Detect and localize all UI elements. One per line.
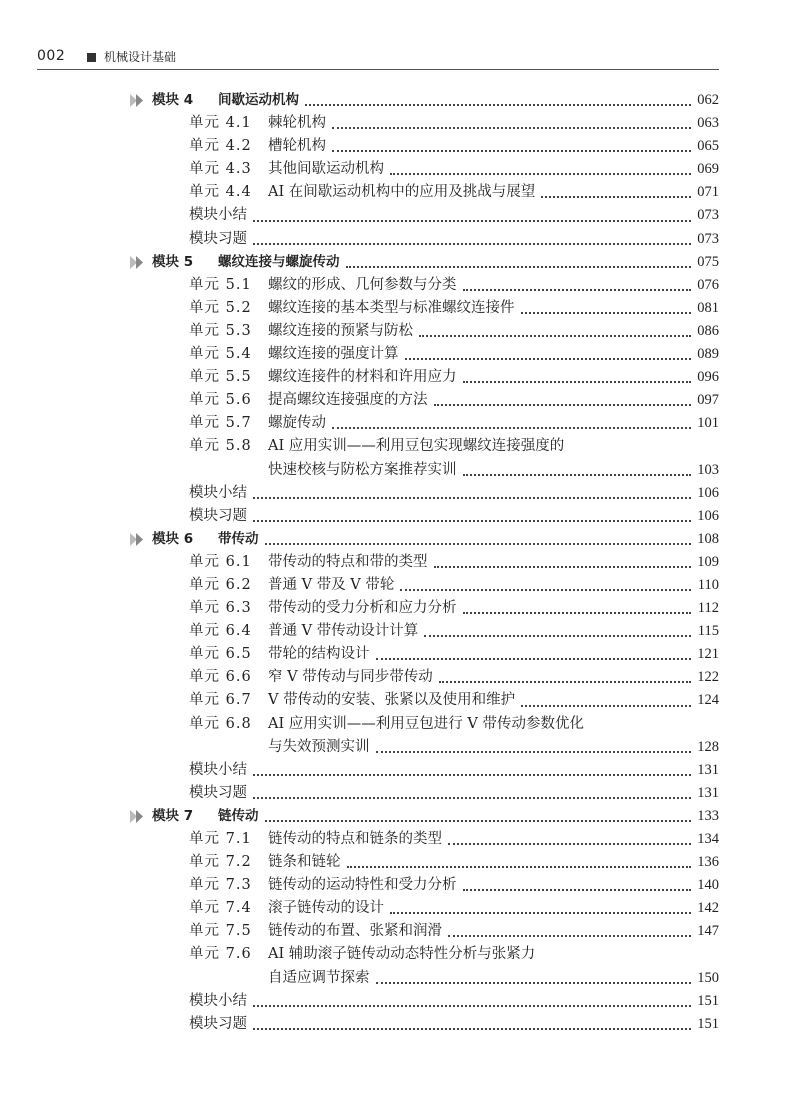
page-number-ref: 151: [697, 992, 719, 1009]
unit-number: 单元 5.2: [189, 299, 252, 316]
page-number-ref: 073: [697, 207, 719, 224]
leader-dots: [463, 473, 691, 476]
leader-dots: [253, 796, 691, 799]
module-number: 模块 7: [152, 807, 194, 824]
unit-number: 单元 5.6: [189, 392, 252, 409]
toc-module-row[interactable]: [0, 89, 790, 112]
toc-unit-row[interactable]: [0, 713, 790, 759]
unit-title: 带传动的受力分析和应力分析: [268, 600, 457, 617]
toc-unit-row[interactable]: [0, 389, 790, 412]
page-number-ref: 062: [697, 92, 719, 108]
unit-number: 单元 7.3: [189, 877, 252, 894]
toc-unit-row[interactable]: [0, 112, 790, 135]
unit-title: 带轮的结构设计: [268, 646, 370, 663]
toc-unit-row[interactable]: [0, 689, 790, 712]
page-number-ref: 076: [697, 276, 719, 293]
toc-summary-row[interactable]: [0, 759, 790, 782]
page-number-ref: 131: [697, 784, 719, 801]
page-number-ref: 097: [697, 392, 719, 409]
page-number-ref: 073: [697, 230, 719, 247]
unit-title-continued: 与失效预测实训: [268, 738, 370, 755]
unit-title: 其他间歇运动机构: [268, 161, 384, 178]
leader-dots: [332, 426, 691, 429]
leader-dots: [376, 981, 691, 984]
leader-dots: [463, 888, 691, 891]
unit-number: 单元 5.7: [189, 415, 252, 432]
leader-dots: [253, 242, 691, 245]
page-number-ref: 101: [697, 415, 719, 432]
page-number-ref: 063: [697, 115, 719, 132]
leader-dots: [346, 265, 691, 268]
page-number-ref: 071: [697, 184, 719, 201]
unit-title: 槽轮机构: [268, 138, 326, 155]
leader-dots: [521, 311, 691, 314]
unit-number: 单元 7.2: [189, 854, 252, 871]
unit-title: 螺旋传动: [268, 415, 326, 432]
unit-number: 单元 7.5: [189, 923, 252, 940]
leader-dots: [448, 934, 691, 937]
summary-title: 模块习题: [189, 784, 247, 801]
table-of-contents: [0, 89, 790, 1036]
unit-title: 螺纹的形成、几何参数与分类: [268, 276, 457, 293]
module-arrow-icon: [130, 533, 146, 546]
unit-number: 单元 5.4: [189, 346, 252, 363]
leader-dots: [253, 1004, 691, 1007]
leader-dots: [434, 565, 691, 568]
page-number-ref: 140: [697, 877, 719, 894]
page-number-ref: 103: [697, 461, 719, 478]
module-title: 链传动: [218, 807, 259, 824]
toc-summary-row[interactable]: [0, 204, 790, 227]
module-title: 间歇运动机构: [218, 92, 299, 108]
book-title: 机械设计基础: [104, 50, 177, 64]
page-number-ref: 112: [697, 600, 719, 617]
page-number-ref: 142: [697, 900, 719, 917]
unit-title: 普通 V 带传动设计计算: [268, 623, 419, 640]
toc-unit-row[interactable]: [0, 366, 790, 389]
toc-unit-row[interactable]: [0, 851, 790, 874]
page-number: 002: [37, 48, 66, 64]
unit-number: 单元 5.8: [189, 438, 252, 455]
page-number-ref: 110: [697, 576, 719, 593]
summary-title: 模块小结: [189, 761, 247, 778]
page-number-ref: 086: [697, 322, 719, 339]
toc-unit-row[interactable]: [0, 343, 790, 366]
leader-dots: [424, 634, 691, 637]
unit-title: AI 应用实训——利用豆包实现螺纹连接强度的: [268, 438, 565, 455]
module-title: 螺纹连接与螺旋传动: [218, 253, 340, 270]
toc-summary-row[interactable]: [0, 482, 790, 505]
toc-summary-row[interactable]: [0, 1013, 790, 1036]
summary-title: 模块习题: [189, 1015, 247, 1032]
module-arrow-icon: [130, 256, 146, 269]
unit-number: 单元 7.1: [189, 831, 252, 847]
leader-dots: [305, 103, 691, 106]
toc-summary-row[interactable]: [0, 990, 790, 1013]
module-number: 模块 5: [152, 253, 194, 270]
page-header: [37, 48, 719, 68]
unit-number: 单元 7.6: [189, 946, 252, 963]
unit-number: 单元 7.4: [189, 900, 252, 917]
page-number-ref: 109: [697, 553, 719, 570]
module-number: 模块 4: [152, 92, 194, 108]
leader-dots: [265, 542, 691, 545]
page-number-ref: 106: [697, 484, 719, 501]
page-number-ref: 106: [697, 507, 719, 524]
toc-unit-row[interactable]: [0, 666, 790, 689]
toc-module-row[interactable]: [0, 251, 790, 274]
toc-unit-row[interactable]: [0, 551, 790, 574]
toc-unit-row[interactable]: [0, 828, 790, 851]
unit-title: 窄 V 带传动与同步带传动: [268, 669, 433, 686]
toc-summary-row[interactable]: [0, 782, 790, 805]
page-number-ref: 134: [697, 831, 719, 847]
unit-title: 链传动的特点和链条的类型: [268, 831, 442, 847]
unit-title: 螺纹连接的预紧与防松: [268, 322, 413, 339]
leader-dots: [463, 611, 691, 614]
page-number-ref: 133: [697, 807, 719, 824]
unit-number: 单元 5.5: [189, 369, 252, 386]
unit-title: AI 在间歇运动机构中的应用及挑战与展望: [268, 184, 536, 201]
toc-unit-row[interactable]: [0, 643, 790, 666]
unit-title: 螺纹连接的基本类型与标准螺纹连接件: [268, 299, 515, 316]
leader-dots: [521, 704, 691, 707]
leader-dots: [376, 657, 691, 660]
unit-number: 单元 5.1: [189, 276, 252, 293]
page-number-ref: 122: [697, 669, 719, 686]
unit-title: AI 应用实训——利用豆包进行 V 带传动参数优化: [268, 715, 584, 732]
unit-number: 单元 6.7: [189, 692, 252, 709]
unit-title: 棘轮机构: [268, 115, 326, 132]
toc-unit-row[interactable]: [0, 620, 790, 643]
page-number-ref: 128: [697, 738, 719, 755]
toc-unit-row[interactable]: [0, 435, 790, 481]
module-arrow-icon: [130, 94, 146, 107]
unit-number: 单元 6.3: [189, 600, 252, 617]
unit-number: 单元 6.8: [189, 715, 252, 732]
page-number-ref: 151: [697, 1015, 719, 1032]
page-number-ref: 065: [697, 138, 719, 155]
page-number-ref: 096: [697, 369, 719, 386]
unit-title: 螺纹连接的强度计算: [268, 346, 399, 363]
leader-dots: [405, 357, 691, 360]
summary-title: 模块习题: [189, 230, 247, 247]
leader-dots: [434, 403, 691, 406]
unit-number: 单元 4.4: [189, 184, 252, 201]
page-number-ref: 081: [697, 299, 719, 316]
page-number-ref: 124: [697, 692, 719, 709]
summary-title: 模块小结: [189, 207, 247, 224]
toc-unit-row[interactable]: [0, 274, 790, 297]
leader-dots: [376, 750, 691, 753]
header-rule: [37, 69, 719, 70]
unit-number: 单元 4.1: [189, 115, 252, 132]
toc-unit-row[interactable]: [0, 412, 790, 435]
toc-summary-row[interactable]: [0, 228, 790, 251]
module-arrow-icon: [130, 810, 146, 823]
toc-module-row[interactable]: [0, 805, 790, 828]
toc-unit-row[interactable]: [0, 920, 790, 943]
unit-number: 单元 6.4: [189, 623, 252, 640]
unit-number: 单元 4.3: [189, 161, 252, 178]
unit-title: 螺纹连接件的材料和许用应力: [268, 369, 457, 386]
leader-dots: [332, 126, 691, 129]
leader-dots: [541, 195, 691, 198]
leader-dots: [253, 519, 691, 522]
unit-title-continued: 快速校核与防松方案推荐实训: [268, 461, 457, 478]
leader-dots: [390, 911, 691, 914]
leader-dots: [253, 219, 691, 222]
page-number-ref: 136: [697, 854, 719, 871]
unit-number: 单元 6.5: [189, 646, 252, 663]
module-title: 带传动: [218, 530, 259, 547]
module-number: 模块 6: [152, 530, 194, 547]
toc-unit-row[interactable]: [0, 597, 790, 620]
unit-title: 滚子链传动的设计: [268, 900, 384, 917]
leader-dots: [253, 496, 691, 499]
unit-title: V 带传动的安装、张紧以及使用和维护: [268, 692, 516, 709]
toc-unit-row[interactable]: [0, 181, 790, 204]
leader-dots: [390, 172, 691, 175]
page-number-ref: 089: [697, 346, 719, 363]
leader-dots: [265, 819, 691, 822]
unit-title: AI 辅助滚子链传动动态特性分析与张紧力: [268, 946, 536, 963]
square-bullet-icon: [87, 53, 96, 62]
leader-dots: [253, 773, 691, 776]
page-number-ref: 075: [697, 253, 719, 270]
summary-title: 模块小结: [189, 992, 247, 1009]
toc-unit-row[interactable]: [0, 943, 790, 989]
leader-dots: [253, 1027, 691, 1030]
page-number-ref: 115: [697, 623, 719, 640]
toc-unit-row[interactable]: [0, 135, 790, 158]
toc-unit-row[interactable]: [0, 320, 790, 343]
toc-unit-row[interactable]: [0, 297, 790, 320]
unit-title: 链条和链轮: [268, 854, 341, 871]
leader-dots: [419, 334, 691, 337]
leader-dots: [332, 149, 691, 152]
unit-number: 单元 6.2: [189, 576, 252, 593]
leader-dots: [463, 288, 691, 291]
leader-dots: [400, 588, 691, 591]
page-number-ref: 147: [697, 923, 719, 940]
unit-title: 带传动的特点和带的类型: [268, 553, 428, 570]
unit-title-continued: 自适应调节探索: [268, 969, 370, 986]
unit-number: 单元 4.2: [189, 138, 252, 155]
unit-title: 链传动的布置、张紧和润滑: [268, 923, 442, 940]
toc-module-row[interactable]: [0, 528, 790, 551]
page-number-ref: 131: [697, 761, 719, 778]
summary-title: 模块小结: [189, 484, 247, 501]
leader-dots: [439, 680, 691, 683]
leader-dots: [448, 842, 691, 845]
toc-unit-row[interactable]: [0, 897, 790, 920]
toc-unit-row[interactable]: [0, 874, 790, 897]
unit-title: 链传动的运动特性和受力分析: [268, 877, 457, 894]
unit-title: 提高螺纹连接强度的方法: [268, 392, 428, 409]
page-number-ref: 108: [697, 530, 719, 547]
toc-unit-row[interactable]: [0, 158, 790, 181]
page-number-ref: 121: [697, 646, 719, 663]
page-number-ref: 150: [697, 969, 719, 986]
unit-title: 普通 V 带及 V 带轮: [268, 576, 395, 593]
unit-number: 单元 6.1: [189, 553, 252, 570]
toc-unit-row[interactable]: [0, 574, 790, 597]
unit-number: 单元 6.6: [189, 669, 252, 686]
summary-title: 模块习题: [189, 507, 247, 524]
leader-dots: [463, 380, 691, 383]
page-number-ref: 069: [697, 161, 719, 178]
leader-dots: [347, 865, 691, 868]
unit-number: 单元 5.3: [189, 322, 252, 339]
toc-summary-row[interactable]: [0, 505, 790, 528]
